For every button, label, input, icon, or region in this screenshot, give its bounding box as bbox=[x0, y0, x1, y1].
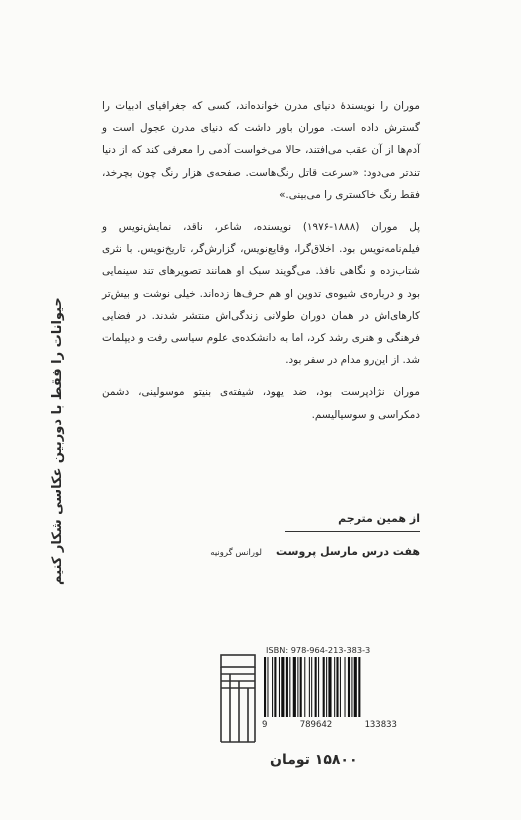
barcode bbox=[262, 657, 397, 721]
blurb-paragraph-2: پل موران (۱۸۸۸-۱۹۷۶) نویسنده، شاعر، ناقد، نمایش‌نویس و فیلم‌نامه‌نویس بود. اخلاق‌گرا، وقایع‌نویس، گزارش‌گر، تاریخ‌نویس. با نثری شتاب‌زده و نگاهی نافذ. می‌گویند سبک او همانند تصویرهای تند سینمایی بود و درباره‌ی شیوه‌ی تدوین او هم حرف‌ها زده‌اند. خیلی نوشت و بیش‌تر کارهای‌اش در همان دوران طولانی زندگی‌اش منتشر شدند. در فضایی فرهنگی و هنری رشد کرد، اما به دانشکده‌ی علوم سیاسی رفت و دیپلمات شد. از این‌رو مدام در سفر بود. bbox=[102, 221, 420, 367]
book-title-vertical: حیوانات را فقط با دوربین عکاسی شکار کنیم bbox=[50, 297, 65, 585]
publisher-logo bbox=[218, 652, 258, 747]
barcode-block bbox=[262, 645, 397, 740]
isbn-number: ISBN: 978-964-213-383-3 bbox=[266, 645, 371, 655]
same-translator-section bbox=[285, 512, 420, 540]
blurb bbox=[102, 95, 420, 434]
barcode-digit-group: 789642 bbox=[299, 720, 333, 730]
translated-book-author: لورانس گرونیه bbox=[210, 548, 262, 558]
price: ۱۵۸۰۰ تومان bbox=[270, 752, 358, 768]
barcode-digit-group: 133833 bbox=[364, 720, 397, 730]
barcode-digits bbox=[262, 720, 397, 730]
translated-book-title: هفت درس مارسل پروست bbox=[275, 545, 420, 558]
blurb-paragraph-3: موران نژادپرست بود، ضد یهود، شیفته‌ی بنیتو موسولینی، دشمن دمکراسی و سوسیالیسم. bbox=[102, 386, 420, 421]
translated-book-entry bbox=[210, 545, 420, 558]
same-translator-heading: از همین مترجم bbox=[285, 512, 420, 532]
barcode-digit-group: 9 bbox=[262, 720, 268, 730]
blurb-paragraph-1: موران را نویسندهٔ دنیای مدرن خوانده‌اند، کسی که جغرافیای ادبیات را گسترش داده است. موران باور داشت که دنیای مدرن عجول است و آدم‌ها از آن عقب می‌افتند، حالا می‌خواست آدمی را معرفی کند که از دنیا تندتر می‌دود: «سرعت قاتل رنگ‌هاست. صفحه‌ی هزار رنگ چون بچرخد، فقط رنگ خاکستری را می‌بینی.» bbox=[102, 100, 420, 201]
